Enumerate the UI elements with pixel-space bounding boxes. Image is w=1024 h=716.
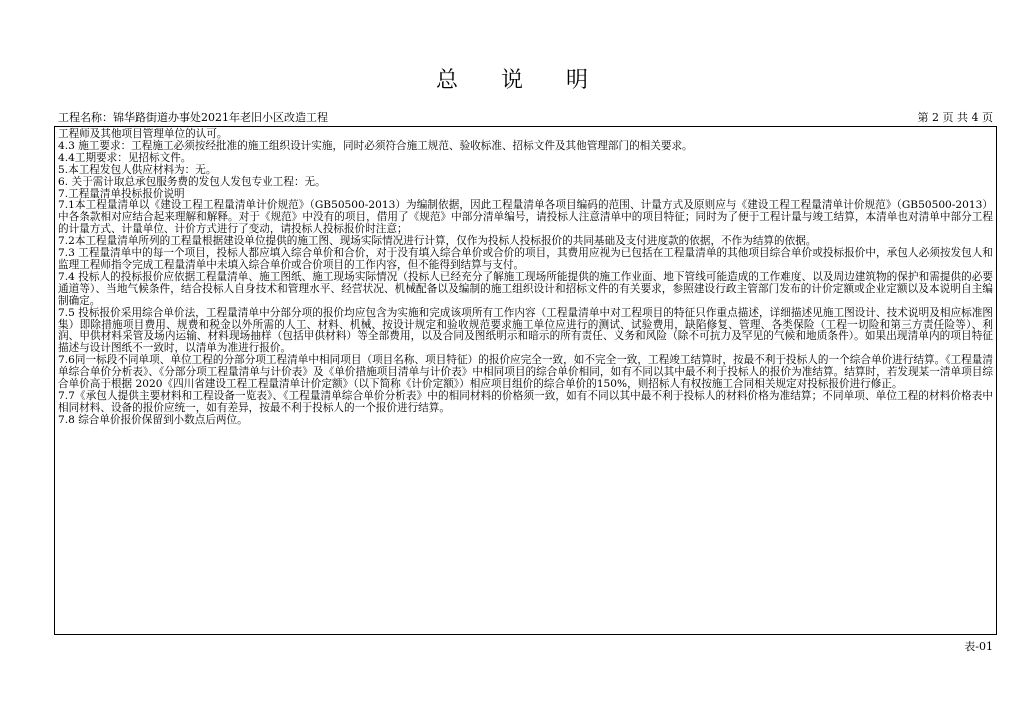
- section-heading: 7.工程量清单投标报价说明: [58, 187, 185, 200]
- description-content: [58, 129, 993, 427]
- paragraph: 7.8 综合单价报价保留到小数点后两位。: [58, 413, 248, 426]
- paragraph: 7.2本工程量清单所列的工程量根据建设单位提供的施工图、现场实际情况进行计算，仅作为投标人投标报价的共同基础及支付进度款的依据，不作为结算的依据。: [58, 235, 817, 248]
- paragraph: 工程师及其他项目管理单位的认可。: [58, 128, 228, 140]
- paragraph: 7.5 投标报价采用综合单价法，工程量清单中分部分项的报价均应包含为实施和完成该项所有工作内容（工程量清单中对工程项目的特征只作重点描述，详细描述见施工图设计、技术说明及相应标准图集）即除措施项目费用、规费和税金以外所需的人工、材料、机械、按设计规定和验收规范要求施工单位应进行的测试、试验费用，缺陷修复、管理、各类保险（工程一切险和第三方责任险等）、利润、甲供材料采管及场内运输、材料现场抽样（包括甲供材料）等全部费用，以及合同及图纸明示和暗示的所有责任、义务和风险（除不可抗力及罕见的气候和地质条件）。如果出现清单内的项目特征描述与设计图纸不一致时，以清单为准进行报价。: [58, 306, 993, 355]
- page-info: 第 2 页 共 4 页: [917, 111, 993, 124]
- description-frame: [54, 126, 997, 635]
- project-name: 工程名称：锦华路街道办事处2021年老旧小区改造工程: [58, 111, 328, 124]
- document-title: 总 说 明: [436, 68, 606, 93]
- paragraph: 4.4工期要求：见招标文件。: [58, 151, 192, 164]
- paragraph: 7.4 投标人的投标报价应依据工程量清单、施工图纸、施工现场实际情况（投标人已经充分了解施工现场所能提供的施工作业面、地下管线可能造成的工作难度、以及周边建筑物的保护和需提供的必要通道等）、当地气候条件，结合投标人自身技术和管理水平、经营状况、机械配备以及编制的施工组织设计和招标文件的有关要求，参照建设行政主管部门发布的计价定额或企业定额以及本说明自主编制确定。: [58, 270, 993, 307]
- paragraph: 7.6同一标段不同单项、单位工程的分部分项工程清单中相同项目（项目名称、项目特征）的报价应完全一致，如不完全一致，工程竣工结算时，按最不利于投标人的一个综合单价进行结算。《工程量清单综合单价分析表》、《分部分项工程量清单与计价表》及《单价措施项目清单与计价表》中相同项目的综合单价相同，如有不同以其中最不利于投标人的报价为准结算。结算时，若发现某一清单项目综合单价高于根据 2020《四川省建设工程工程量清单计价定额》（以下简称《计价定额》）相应项目组价的综合单价的150%，则招标人有权按施工合同相关规定对投标报价进行修正。: [58, 354, 993, 391]
- paragraph: 6. 关于需计取总承包服务费的发包人发包专业工程：无。: [58, 175, 326, 188]
- paragraph: 7.7《承包人提供主要材料和工程设备一览表》、《工程量清单综合单价分析表》中的相同材料的价格须一致，如有不同以其中最不利于投标人的材料价格为准结算；不同单项、单位工程的材料价格表中相同材料、设备的报价应统一，如有差异，按最不利于投标人的一个报价进行结算。: [58, 389, 993, 414]
- paragraph: 7.1本工程量清单以《建设工程工程量清单计价规范》（GB50500-2013）为编制依据，因此工程量清单各项目编码的范围、计量方式及原则应与《建设工程工程量清单计价规范》（GB50500-2013）中各条款相对应结合起来理解和解释。对于《规范》中没有的项目，借用了《规范》中部分清单编号，请投标人注意清单中的项目特征；同时为了便于工程计量与竣工结算，本清单也对清单中部分工程的计量方式、计量单位、计价方式进行了变动，请投标人投标报价时注意；: [58, 199, 993, 236]
- paragraph: 5.本工程发包人供应材料为：无。: [58, 163, 217, 176]
- paragraph: 4.3 施工要求：工程施工必须按经批准的施工组织设计实施，同时必须符合施工规范、验收标准、招标文件及其他管理部门的相关要求。: [58, 139, 693, 152]
- form-code: 表-01: [964, 640, 993, 653]
- paragraph: 7.3 工程量清单中的每一个项目，投标人都应填入综合单价和合价，对于没有填入综合单价或合价的项目，其费用应视为已包括在工程量清单的其他项目综合单价或投标报价中，承包人必须按发包人和监理工程师指令完成工程量清单中未填入综合单价或合价项目的工作内容，但不能得到结算与支付。: [58, 247, 993, 271]
